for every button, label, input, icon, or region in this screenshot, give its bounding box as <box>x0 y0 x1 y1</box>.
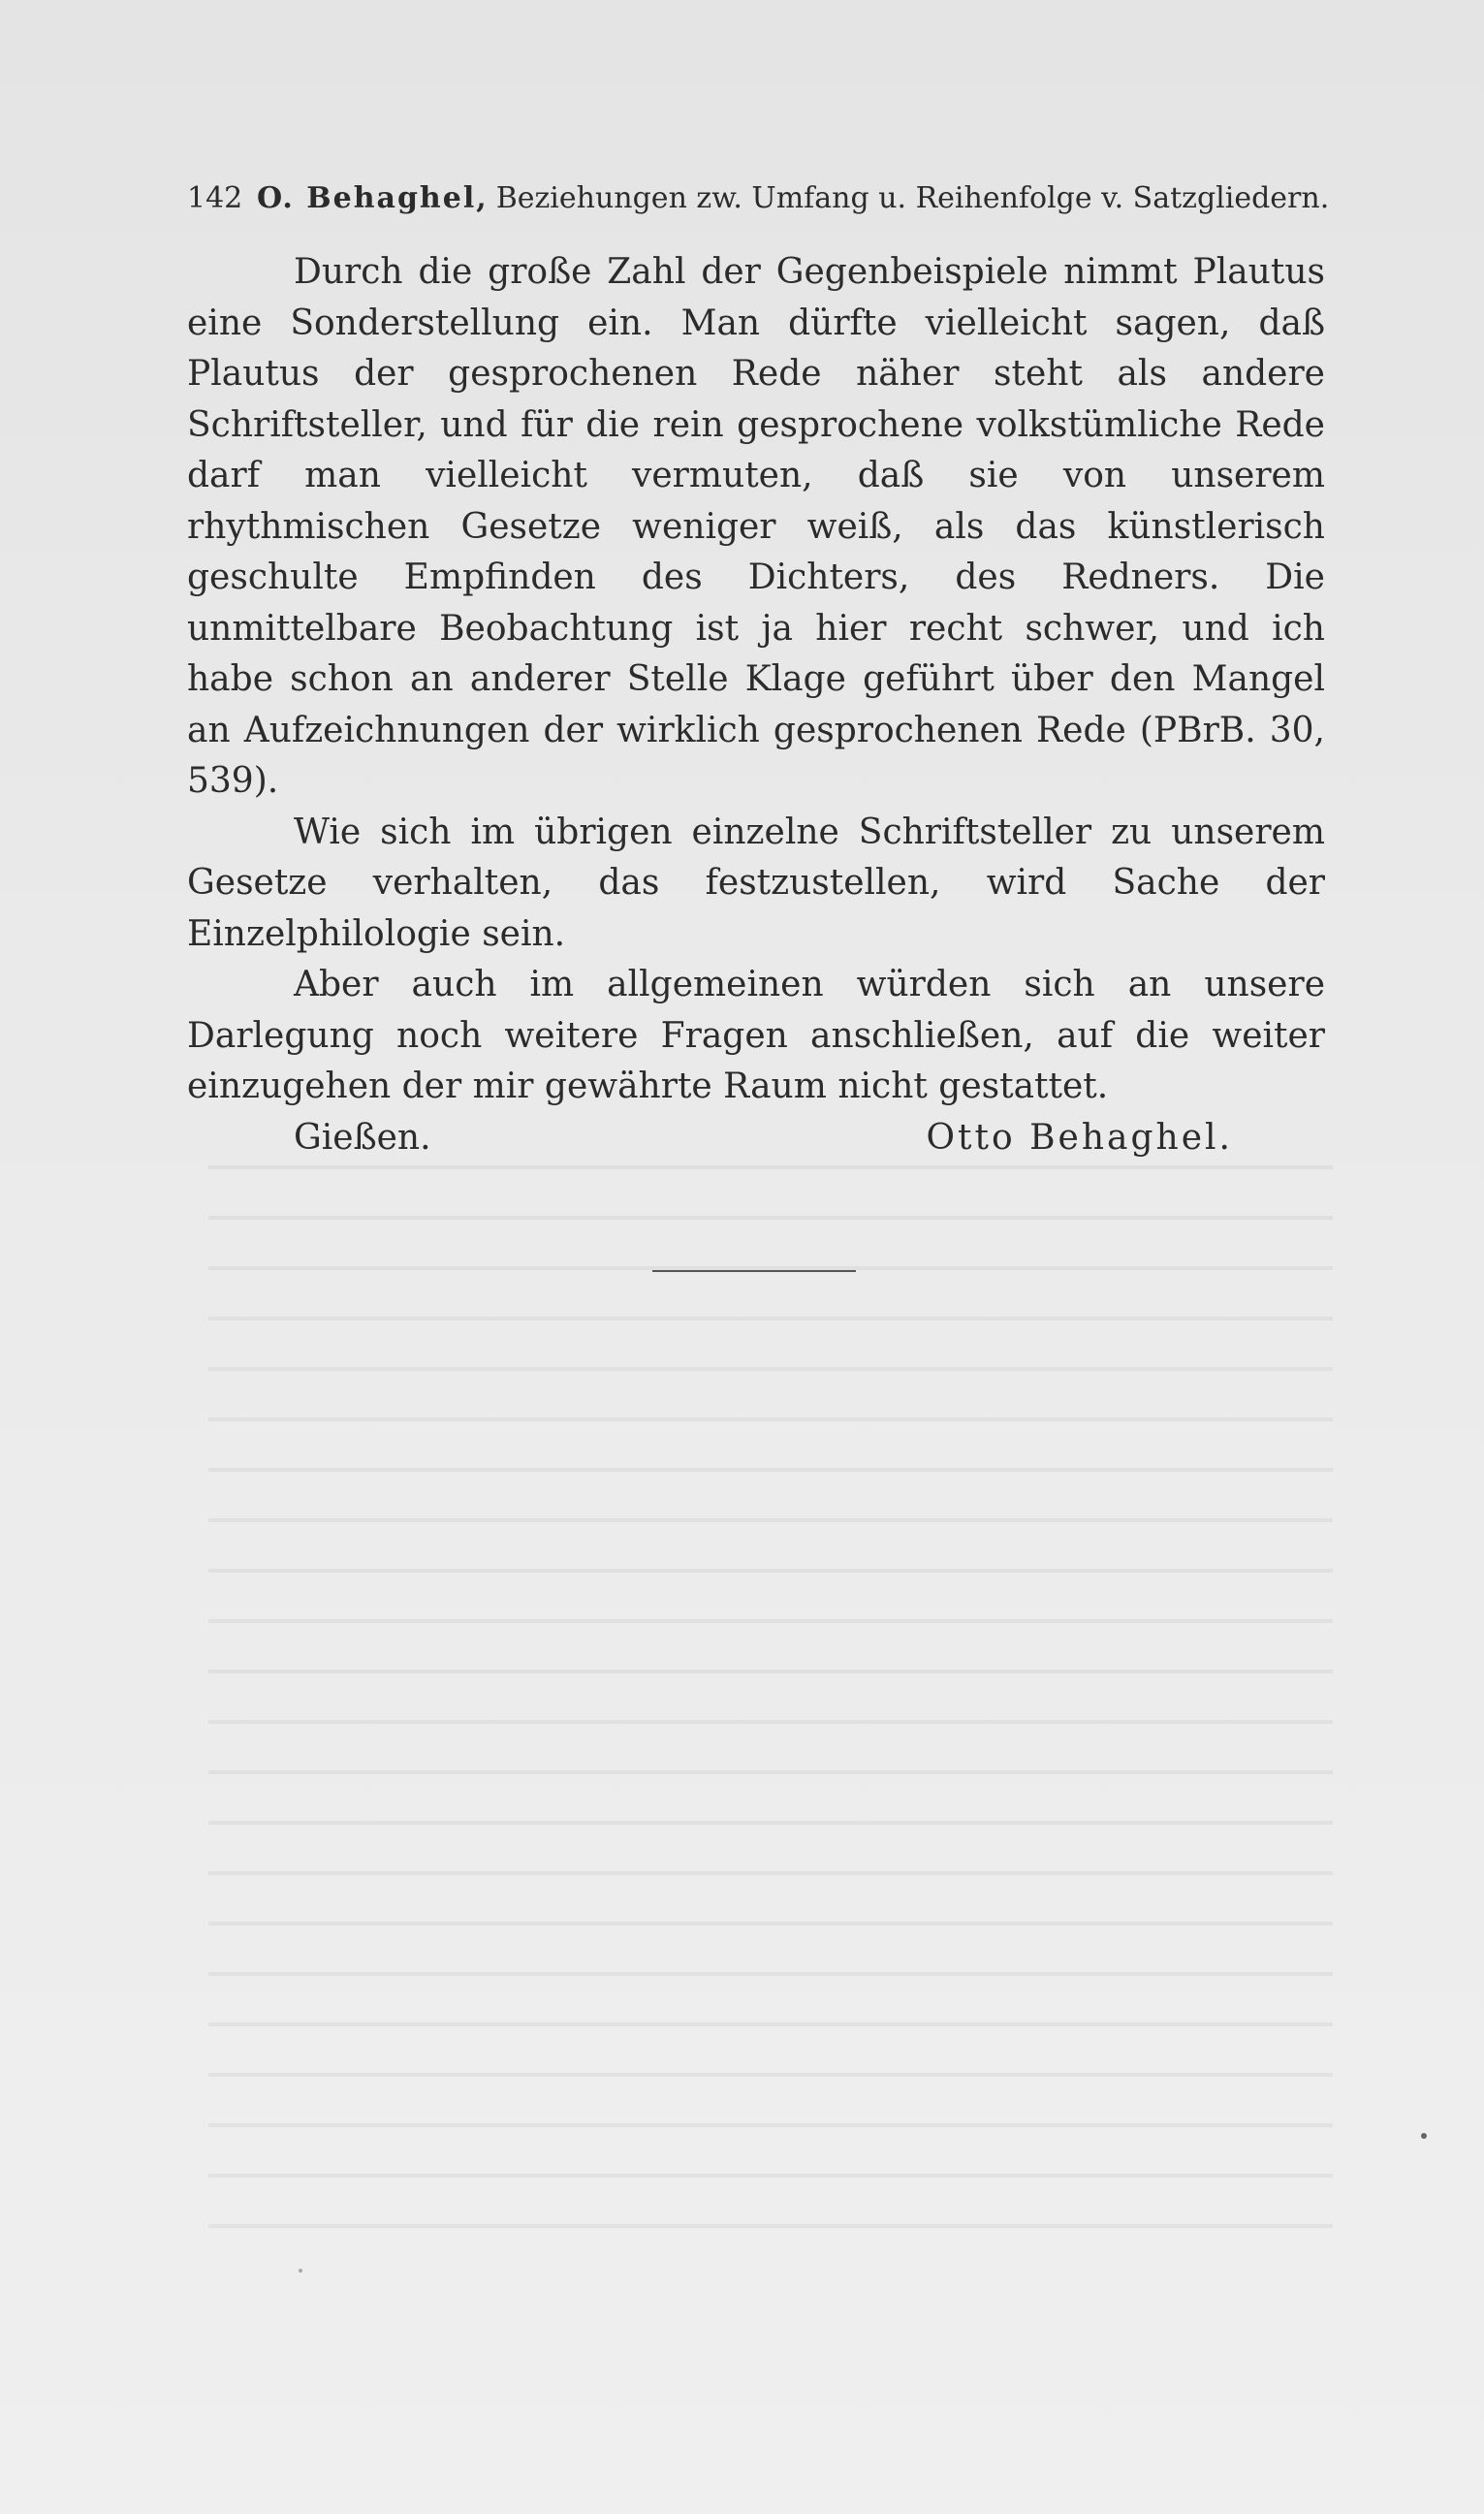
paragraph: Durch die große Zahl der Gegenbeispiele nimmt Plautus eine Sonderstellung ein. Man dürfte vielleicht sagen, daß Plautus der gesprochenen Rede näher steht als andere Schriftsteller, und für die rein gesprochene volkstümliche Rede darf man vielleicht vermuten, daß sie von unserem rhythmischen Gesetze weniger weiß, als das künstlerisch geschulte Empfinden des Dichters, des Redners. Die unmittelbare Beobachtung ist ja hier recht schwer, und ich habe schon an anderer Stelle Klage geführt über den Mangel an Aufzeichnungen der wirklich gesprochenen Rede (PBrB. 30, 539). <box>187 252 1325 801</box>
signature-name: Otto Behaghel. <box>926 1117 1233 1158</box>
running-head <box>187 179 1330 218</box>
paragraph: Aber auch im allgemeinen würden sich an unsere Darlegung noch weitere Fragen anschließen, auf die weiter einzugehen der mir gewährte Raum nicht gestattet. <box>187 965 1325 1106</box>
speck <box>299 2269 302 2273</box>
page-number: 142 <box>187 181 243 215</box>
text-block <box>187 179 1330 1163</box>
speck <box>1421 2133 1427 2139</box>
running-head-author: O. Behaghel, <box>257 181 489 215</box>
section-separator <box>652 1270 856 1272</box>
running-head-title: Beziehungen zw. Umfang u. Reihenfolge v. Satzgliedern. <box>495 181 1330 215</box>
signature-line <box>187 1113 1325 1164</box>
signature-place: Gießen. <box>294 1117 431 1158</box>
show-through-texture <box>208 1144 1333 2259</box>
paragraph: Wie sich im übrigen einzelne Schriftsteller zu unserem Gesetze verhalten, das festzustellen, wird Sache der Einzelphilologie sein. <box>187 811 1325 954</box>
